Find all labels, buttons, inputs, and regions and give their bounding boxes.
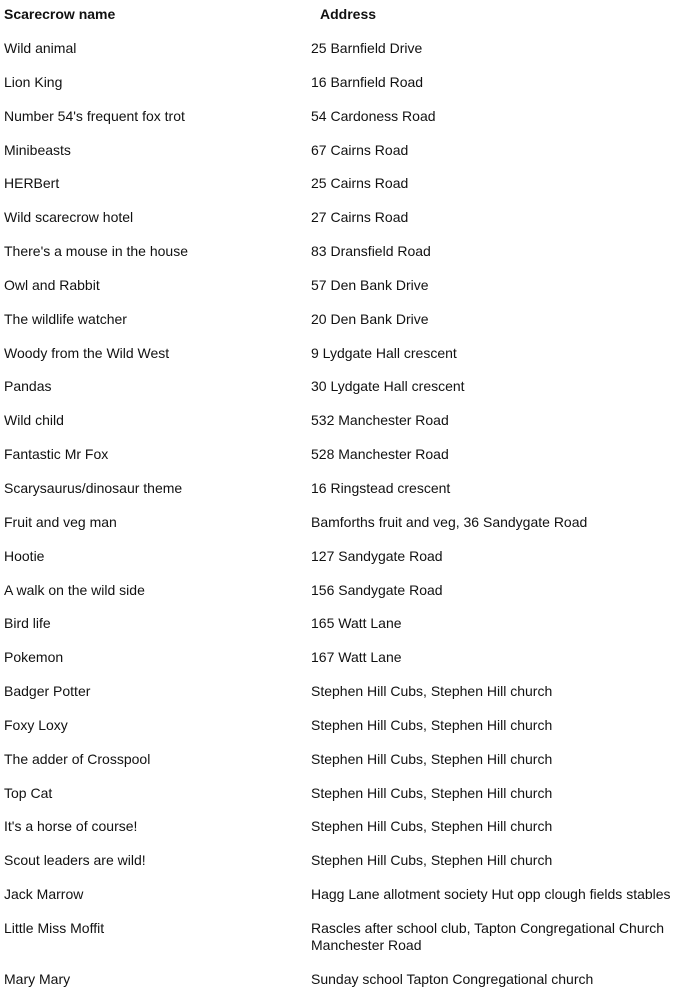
address-cell: 54 Cardoness Road bbox=[311, 107, 436, 124]
address-cell: 25 Cairns Road bbox=[311, 175, 409, 192]
table-row bbox=[0, 573, 687, 607]
scarecrow-name-cell: Scarysaurus/dinosaur theme bbox=[4, 479, 183, 496]
scarecrow-name-cell: A walk on the wild side bbox=[4, 581, 145, 598]
scarecrow-name-cell: Fruit and veg man bbox=[4, 513, 117, 530]
scarecrow-name-cell: Pandas bbox=[4, 378, 52, 395]
table-row bbox=[0, 809, 687, 843]
address-cell: 9 Lydgate Hall crescent bbox=[311, 344, 457, 361]
scarecrow-name-cell: Wild animal bbox=[4, 40, 77, 56]
table-row bbox=[0, 437, 687, 471]
scarecrow-name-cell: Lion King bbox=[4, 73, 63, 90]
address-cell: 57 Den Bank Drive bbox=[311, 276, 429, 293]
address-cell: 528 Manchester Road bbox=[311, 446, 449, 463]
address-cell: 532 Manchester Road bbox=[311, 412, 449, 429]
address-cell: Stephen Hill Cubs, Stephen Hill church bbox=[311, 818, 553, 835]
table-row bbox=[0, 403, 687, 437]
table-row bbox=[0, 674, 687, 708]
address-cell: Hagg Lane allotment society Hut opp clough fields stables bbox=[311, 886, 671, 903]
scarecrow-name-cell: The adder of Crosspool bbox=[4, 750, 151, 767]
scarecrow-name-cell: Hootie bbox=[4, 547, 45, 564]
scarecrow-name-cell: Mary Mary bbox=[4, 970, 71, 987]
address-cell: Sunday school Tapton Congregational church bbox=[311, 970, 594, 987]
table-row bbox=[0, 268, 687, 302]
scarecrow-name-cell: There's a mouse in the house bbox=[4, 243, 189, 260]
table-row bbox=[0, 336, 687, 370]
scarecrow-name-cell: Pokemon bbox=[4, 649, 64, 666]
table-row bbox=[0, 99, 687, 133]
address-cell: 67 Cairns Road bbox=[311, 141, 409, 158]
table-row bbox=[0, 606, 687, 640]
scarecrow-name-cell: The wildlife watcher bbox=[4, 310, 127, 327]
table-row bbox=[0, 471, 687, 505]
address-cell: 20 Den Bank Drive bbox=[311, 310, 429, 327]
table-row bbox=[0, 539, 687, 573]
address-cell: 165 Watt Lane bbox=[311, 615, 402, 632]
address-cell: 167 Watt Lane bbox=[311, 649, 402, 666]
table-row bbox=[0, 911, 687, 962]
table-row bbox=[0, 877, 687, 911]
address-cell: 30 Lydgate Hall crescent bbox=[311, 378, 465, 395]
table-row bbox=[0, 708, 687, 742]
address-cell: 27 Cairns Road bbox=[311, 209, 409, 226]
scarecrow-name-cell: It's a horse of course! bbox=[4, 818, 138, 835]
table-row bbox=[0, 302, 687, 336]
table-row bbox=[0, 843, 687, 877]
table-row bbox=[0, 505, 687, 539]
scarecrow-name-cell: Scout leaders are wild! bbox=[4, 852, 146, 869]
address-cell: Stephen Hill Cubs, Stephen Hill church bbox=[311, 784, 553, 801]
address-cell: 16 Barnfield Road bbox=[311, 73, 424, 90]
scarecrow-name-cell: Fantastic Mr Fox bbox=[4, 446, 109, 463]
table-row bbox=[0, 200, 687, 234]
address-cell: 16 Ringstead crescent bbox=[311, 479, 451, 496]
table-row bbox=[0, 133, 687, 167]
scarecrow-name-cell: Badger Potter bbox=[4, 683, 91, 700]
table-row bbox=[0, 742, 687, 776]
address-cell: Bamforths fruit and veg, 36 Sandygate Road bbox=[311, 513, 588, 530]
table-header-row bbox=[0, 0, 687, 31]
address-cell: Stephen Hill Cubs, Stephen Hill church bbox=[311, 683, 553, 700]
table-row bbox=[0, 234, 687, 268]
scarecrow-name-cell: Jack Marrow bbox=[4, 886, 84, 903]
table-row bbox=[0, 640, 687, 674]
scarecrow-name-cell: Wild scarecrow hotel bbox=[4, 209, 134, 226]
address-cell: Stephen Hill Cubs, Stephen Hill church bbox=[311, 750, 553, 767]
scarecrow-name-cell: Foxy Loxy bbox=[4, 716, 68, 733]
scarecrow-name-cell: Number 54's frequent fox trot bbox=[4, 107, 185, 124]
address-cell: 83 Dransfield Road bbox=[311, 243, 431, 260]
address-cell: Rascles after school club, Tapton Congregational Church Manchester Road bbox=[311, 919, 665, 953]
address-cell: 156 Sandygate Road bbox=[311, 581, 443, 598]
table-row bbox=[0, 369, 687, 403]
address-cell: Stephen Hill Cubs, Stephen Hill church bbox=[311, 716, 553, 733]
table-row bbox=[0, 65, 687, 99]
table-row bbox=[0, 776, 687, 810]
scarecrow-name-cell: Minibeasts bbox=[4, 141, 71, 158]
table-row bbox=[0, 31, 687, 65]
scarecrow-name-cell: Woody from the Wild West bbox=[4, 344, 170, 361]
address-cell: 25 Barnfield Drive bbox=[311, 40, 423, 56]
header-address: Address bbox=[320, 6, 377, 22]
address-cell: Stephen Hill Cubs, Stephen Hill church bbox=[311, 852, 553, 869]
header-scarecrow-name: Scarecrow name bbox=[4, 6, 116, 22]
scarecrow-name-cell: Bird life bbox=[4, 615, 51, 632]
scarecrow-name-cell: Little Miss Moffit bbox=[4, 919, 105, 936]
table-row bbox=[0, 166, 687, 200]
scarecrow-name-cell: HERBert bbox=[4, 175, 60, 192]
table-body bbox=[0, 31, 687, 996]
scarecrow-name-cell: Wild child bbox=[4, 412, 64, 429]
scarecrow-name-cell: Top Cat bbox=[4, 784, 53, 801]
address-cell: 127 Sandygate Road bbox=[311, 547, 443, 564]
scarecrow-name-cell: Owl and Rabbit bbox=[4, 276, 100, 293]
